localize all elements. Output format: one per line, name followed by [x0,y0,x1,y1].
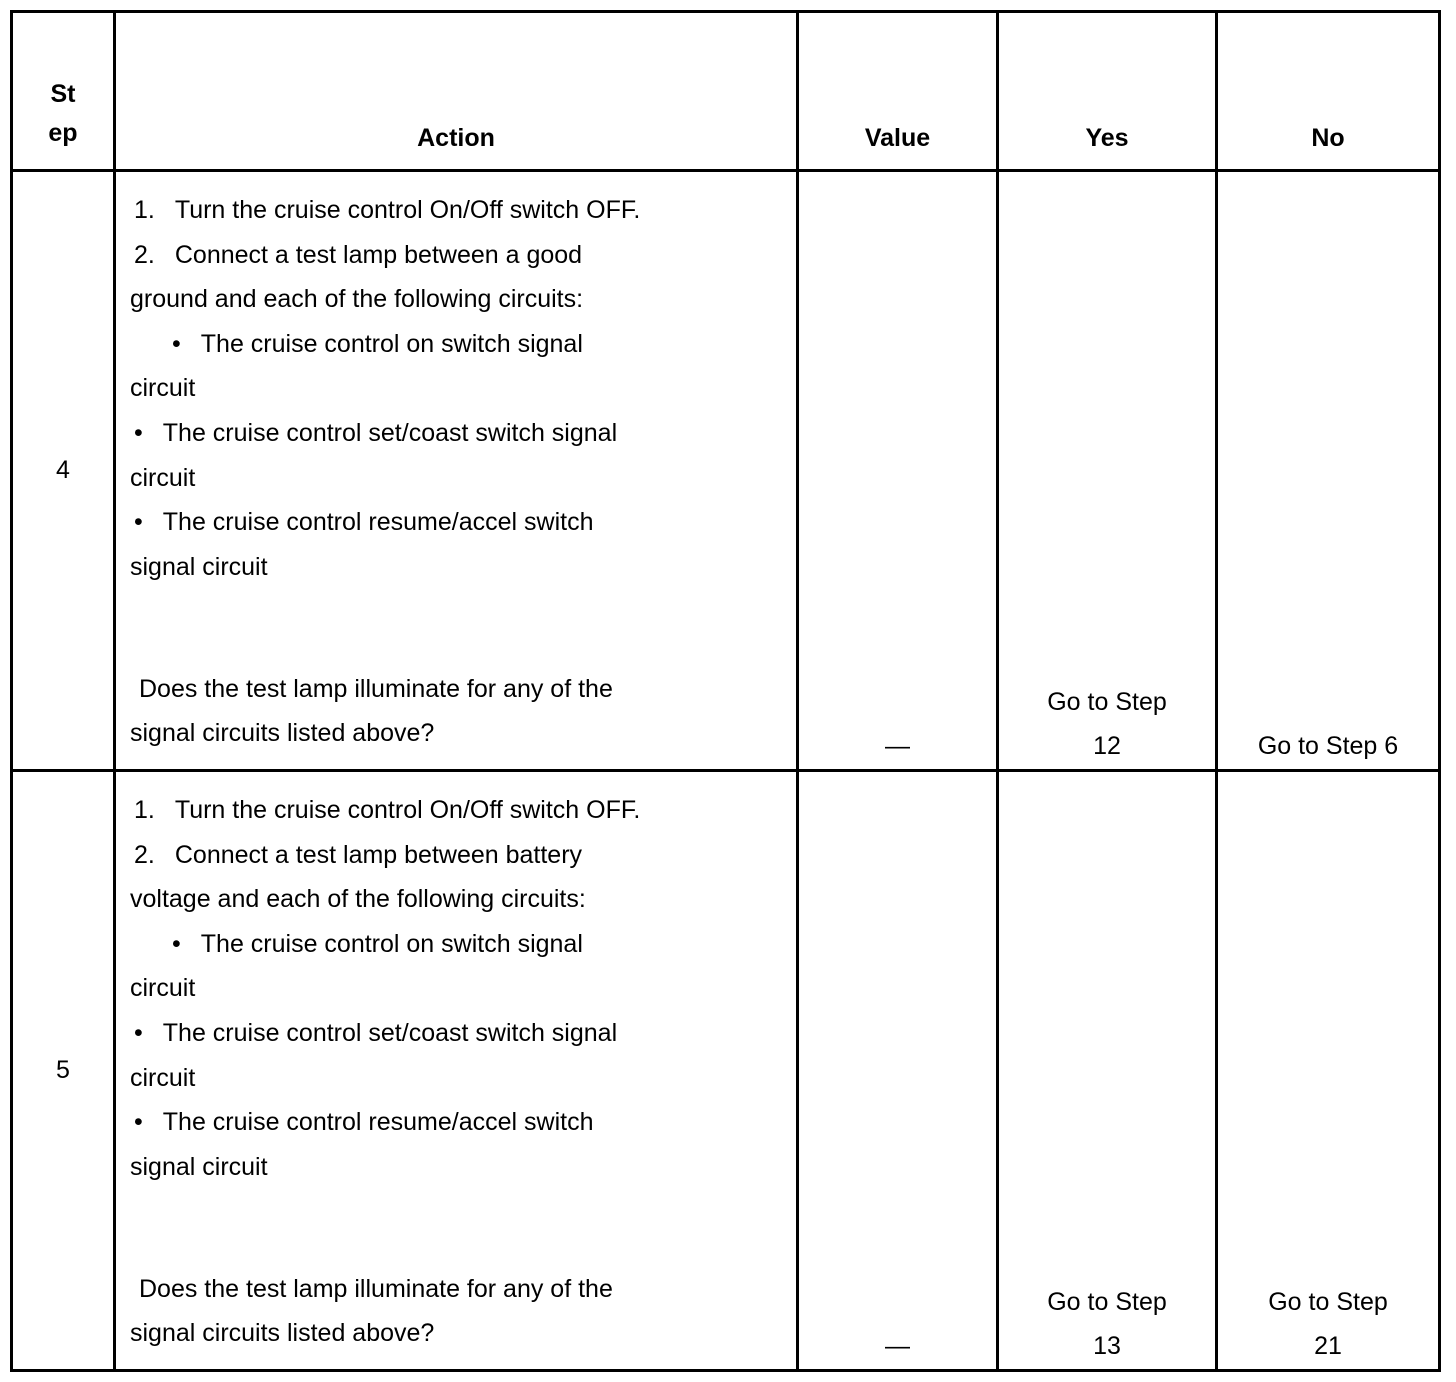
bullet-icon: • [134,1108,143,1137]
header-row [12,12,1440,171]
bullet-item: • The cruise control set/coast switch signal [134,418,618,447]
step-number: 5 [12,771,115,1371]
action-steps [130,188,790,589]
header-yes: Yes [998,12,1217,171]
header-step [12,12,115,171]
action-question: Does the test lamp illuminate for any of the signal circuits listed above? [130,674,613,748]
header-step-line2: ep [48,119,78,147]
table-row [12,771,1440,1371]
step-number: 4 [12,171,115,771]
action-steps [130,788,790,1189]
bullet-icon: • [172,929,181,958]
action-item-1: 1. Turn the cruise control On/Off switch OFF. [134,796,641,824]
header-value: Value [798,12,998,171]
yes-cell: Go to Step 13 [998,771,1217,1371]
header-no: No [1217,12,1440,171]
value-cell: — [798,771,998,1371]
value-cell: — [798,171,998,771]
action-question: Does the test lamp illuminate for any of the signal circuits listed above? [130,1274,613,1348]
bullet-item-cont: signal circuit [130,552,268,581]
table-row [12,171,1440,771]
action-item-1: 1. Turn the cruise control On/Off switch OFF. [134,196,641,224]
bullet-item-cont: signal circuit [130,1152,268,1181]
bullet-item: • The cruise control resume/accel switch [134,1108,594,1137]
action-cell [115,771,798,1371]
bullet-icon: • [134,418,143,447]
bullet-item-cont: circuit [130,374,196,403]
action-item-2-cont: ground and each of the following circuits: [130,285,584,314]
yes-cell: Go to Step 12 [998,171,1217,771]
action-cell [115,171,798,771]
bullet-item-cont: circuit [130,463,196,492]
action-item-2: 2. Connect a test lamp between battery [134,840,583,869]
bullet-icon: • [134,1018,143,1047]
no-cell: Go to Step 21 [1217,771,1440,1371]
bullet-item: • The cruise control on switch signal [172,329,583,358]
action-item-2-cont: voltage and each of the following circuits: [130,885,586,914]
bullet-item: • The cruise control on switch signal [172,929,583,958]
bullet-item-cont: circuit [130,1063,196,1092]
bullet-item-cont: circuit [130,974,196,1003]
header-action: Action [115,12,798,171]
bullet-item: • The cruise control resume/accel switch [134,508,594,537]
no-cell: Go to Step 6 [1217,171,1440,771]
bullet-icon: • [172,329,181,358]
action-item-2: 2. Connect a test lamp between a good [134,240,583,269]
bullet-item: • The cruise control set/coast switch signal [134,1018,618,1047]
bullet-icon: • [134,508,143,537]
diagnostic-table [10,10,1441,1372]
header-step-line1: St [50,80,76,108]
